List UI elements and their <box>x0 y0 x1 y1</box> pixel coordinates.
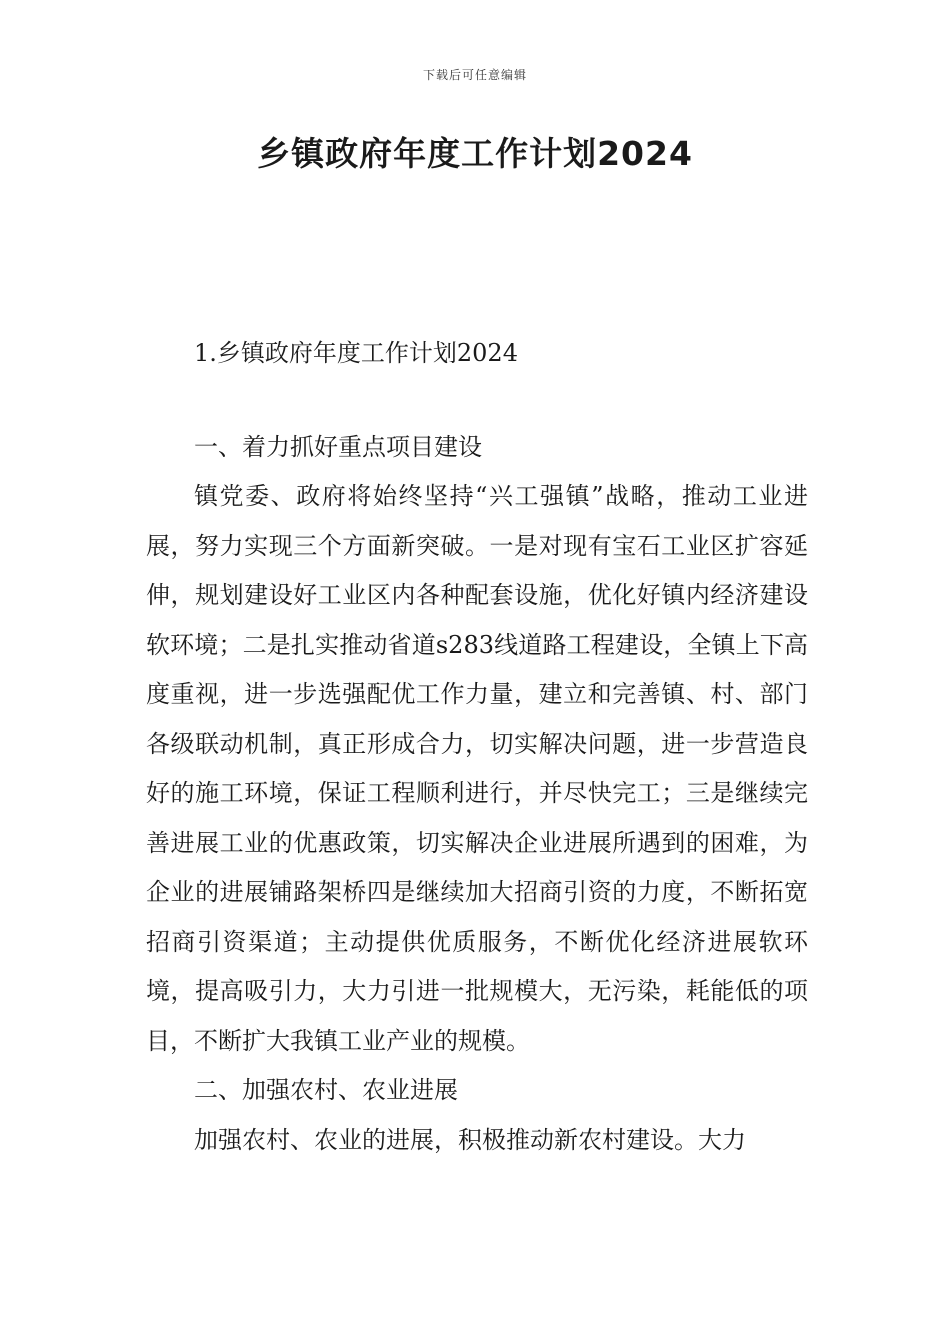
section-1-heading: 一、着力抓好重点项目建设 <box>194 432 482 461</box>
document-body <box>146 329 808 1165</box>
header-note: 下载后可任意编辑 <box>422 68 527 82</box>
spacer <box>146 379 808 423</box>
document-title: 乡镇政府年度工作计划2024 <box>257 134 693 173</box>
section-2-body: 加强农村、农业的进展，积极推动新农村建设。大力 <box>194 1125 746 1154</box>
section-2-heading: 二、加强农村、农业进展 <box>194 1076 458 1104</box>
section-1-body: 镇党委、政府将始终坚持“兴工强镇”战略，推动工业进展，努力实现三个方面新突破。一是对现有宝石工业区扩容延伸，规划建设好工业区内各种配套设施，优化好镇内经济建设软环境；二是扎实推动省道s283线道路工程建设，全镇上下高度重视，进一步选强配优工作力量，建立和完善镇、村、部门各级联动机制，真正形成合力，切实解决问题，进一步营造良好的施工环境，保证工程顺利进行，并尽快完工；三是继续完善进展工业的优惠政策，切实解决企业进展所遇到的困难，为企业的进展铺路架桥四是继续加大招商引资的力度，不断拓宽招商引资渠道；主动提供优质服务，不断优化经济进展软环境，提高吸引力，大力引进一批规模大，无污染，耗能低的项目，不断扩大我镇工业产业的规模。 <box>146 482 808 1055</box>
sub-heading: 1.乡镇政府年度工作计划2024 <box>194 339 518 367</box>
